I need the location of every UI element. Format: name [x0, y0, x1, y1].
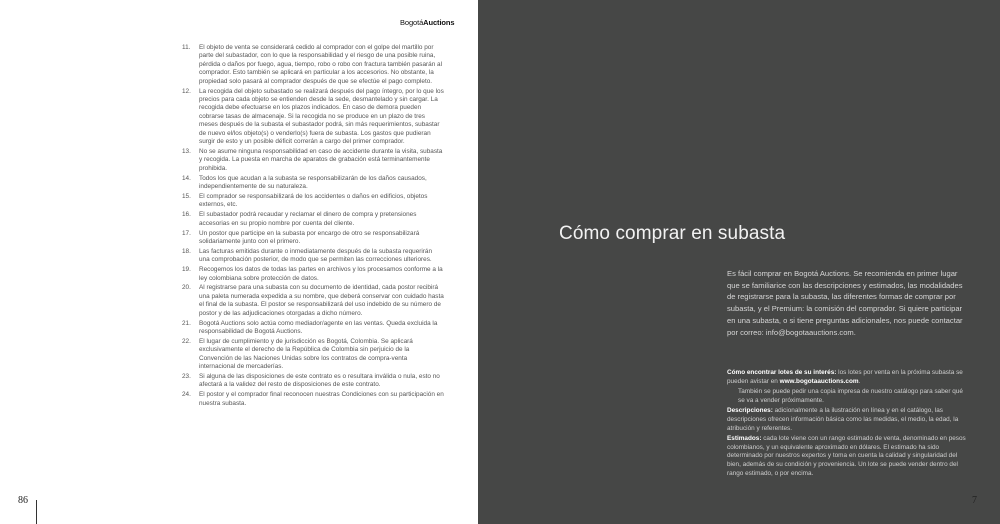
terms-list: [182, 44, 444, 410]
info-label: Cómo encontrar lotes de su interés:: [727, 369, 837, 376]
term-number: 12.: [182, 87, 191, 95]
term-number: 14.: [182, 174, 191, 182]
term-item: [182, 44, 444, 86]
term-item: [182, 248, 444, 265]
term-item: [182, 338, 444, 372]
term-item: [182, 284, 444, 318]
info-descriptions: [727, 407, 967, 433]
term-text: El subastador podrá recaudar y reclamar el dinero de compra y pretensiones accesorias en su propio nombre por cuenta del cliente.: [199, 211, 417, 227]
term-item: [182, 373, 444, 390]
page-number-left: 86: [18, 495, 28, 506]
term-text: Un postor que participe en la subasta por encargo de otro se responsabilizará solidariamente junto con el primero.: [199, 229, 420, 245]
term-number: 19.: [182, 266, 191, 274]
page-divider-line: [36, 500, 37, 524]
term-item: [182, 391, 444, 408]
intro-paragraph: Es fácil comprar en Bogotá Auctions. Se recomienda en primer lugar que se familiarice con las descripciones y estimados, las modalidades de registrarse para la subasta, las diferentes formas de comprar por subasta, y el Premium: la comisión del comprador. Si quiere participar en una subasta, o si tiene preguntas adicionales, nos puede contactar por correo: info@bogotaauctions.com.: [727, 269, 963, 337]
term-item: [182, 175, 444, 192]
term-item: [182, 148, 444, 173]
term-number: 17.: [182, 229, 191, 237]
term-number: 16.: [182, 211, 191, 219]
term-number: 15.: [182, 192, 191, 200]
website-link[interactable]: www.bogotaauctions.com: [779, 377, 859, 385]
term-item: [182, 193, 444, 210]
left-page: [0, 0, 478, 524]
info-text: .: [858, 377, 861, 385]
term-text: El comprador se responsabilizará de los accidentes o daños en edificios, objetos externos, etc.: [199, 192, 428, 209]
term-number: 13.: [182, 147, 191, 155]
term-number: 23.: [182, 373, 191, 381]
info-lots: [727, 369, 967, 386]
info-text: adicionalmente a la ilustración en línea y en el catálogo, las descripciones ofrecen información básica como las medidas, el medio, la edad, la atribución y referentes.: [727, 407, 959, 432]
page-number-right: 7: [972, 495, 977, 506]
term-number: 18.: [182, 247, 191, 255]
section-title: Cómo comprar en subasta: [559, 222, 786, 244]
info-estimates: [727, 435, 967, 478]
term-text: Recogemos los datos de todas las partes en archivos y los procesamos conforme a la ley colombiana sobre protección de datos.: [199, 266, 443, 282]
term-text: El lugar de cumplimiento y de jurisdicción es Bogotá, Colombia. Se aplicará exclusivamente el derecho de la República de Colombia sin perjuicio de la Convención de las Naciones Unidas sobre los contratos de compra-venta internacional de mercaderías.: [199, 337, 413, 371]
brand-name: Bogotá: [400, 18, 424, 27]
term-text: Las facturas emitidas durante o inmediatamente después de la subasta requerirán una comprobación posterior, de modo que se permiten las correcciones ulteriores.: [199, 247, 433, 264]
term-item: [182, 230, 444, 247]
term-item: [182, 211, 444, 228]
term-text: Si alguna de las disposiciones de este contrato es o resultara inválida o nula, esto no afectará a la validez del resto de disposiciones de este contrato.: [199, 373, 440, 389]
term-item: [182, 88, 444, 147]
brand-name-bold: Auctions: [423, 18, 455, 27]
term-text: La recogida del objeto subastado se realizará después del pago íntegro, por lo que los precios para cada objeto se entienden desde la sede, desmantelado y sin cargar. La recogida debe efectuarse en los plazos indicados. En caso de demora pueden cobrarse tasas de almacenaje. Si la recogida no se produce en un plazo de tres meses después de la subasta el subastador podrá, sin más requerimientos, subastar de nuevo el/los objeto(s) o venderlo(s) fuera de subasta. Los gastos que pudieran surgir de esto y un posible déficit correrán a cargo del primer comprador.: [199, 87, 444, 145]
term-number: 24.: [182, 391, 191, 399]
brand-logo: [400, 18, 454, 27]
buying-info: [727, 369, 967, 480]
term-item: [182, 266, 444, 283]
term-number: 11.: [182, 44, 191, 51]
info-lots-extra: También se puede pedir una copia impresa de nuestro catálogo para saber qué se va a vender próximamente.: [738, 388, 963, 404]
term-number: 21.: [182, 319, 191, 327]
term-text: El objeto de venta se considerará cedido al comprador con el golpe del martillo por parte del subastador, con lo que la responsabilidad y el riesgo de una posible ruina, pérdida o daños por fuego, agua, tiempo, robo o robo con fractura también pasarán al comprador. Esto también se aplicará en particular a los accesorios. No obstante, la propiedad solo pasará al comprador después de que se efectúe el pago completo.: [199, 44, 443, 85]
term-number: 22.: [182, 337, 191, 345]
term-text: Bogotá Auctions solo actúa como mediador/agente en las ventas. Queda excluida la responsabilidad de Bogotá Auctions.: [199, 319, 438, 335]
info-label: Estimados:: [727, 435, 762, 443]
info-text: cada lote viene con un rango estimado de venta, denominado en pesos colombianos, y un equivalente aproximado en dólares. El estimado ha sido determinado por nuestros expertos y toma en cuenta la calidad y singularidad del bien, además de su condición y proveniencia. Un lote se puede vender dentro del rango estimado, o por encima.: [727, 435, 966, 477]
info-text: los lotes por venta en la próxima subasta se pueden avistar en: [727, 369, 963, 385]
term-text: Al registrarse para una subasta con su documento de identidad, cada postor recibirá una paleta numerada expedida a su nombre, que deberá conservar con cuidado hasta el final de la subasta. El postor se responsabilizará del uso indebido de su número de postor y de las adjudicaciones otorgadas a dicho número.: [199, 284, 444, 317]
term-text: El postor y el comprador final reconocen nuestras Condiciones con su participación en nuestra subasta.: [199, 391, 444, 407]
term-text: No se asume ninguna responsabilidad en caso de accidente durante la visita, subasta y recogida. La puesta en marcha de aparatos de grabación está terminantemente prohibida.: [199, 147, 443, 172]
term-item: [182, 320, 444, 337]
info-label: Descripciones:: [727, 407, 773, 415]
term-text: Todos los que acudan a la subasta se responsabilizarán de los daños causados, independientemente de su naturaleza.: [199, 174, 427, 190]
term-number: 20.: [182, 284, 191, 292]
